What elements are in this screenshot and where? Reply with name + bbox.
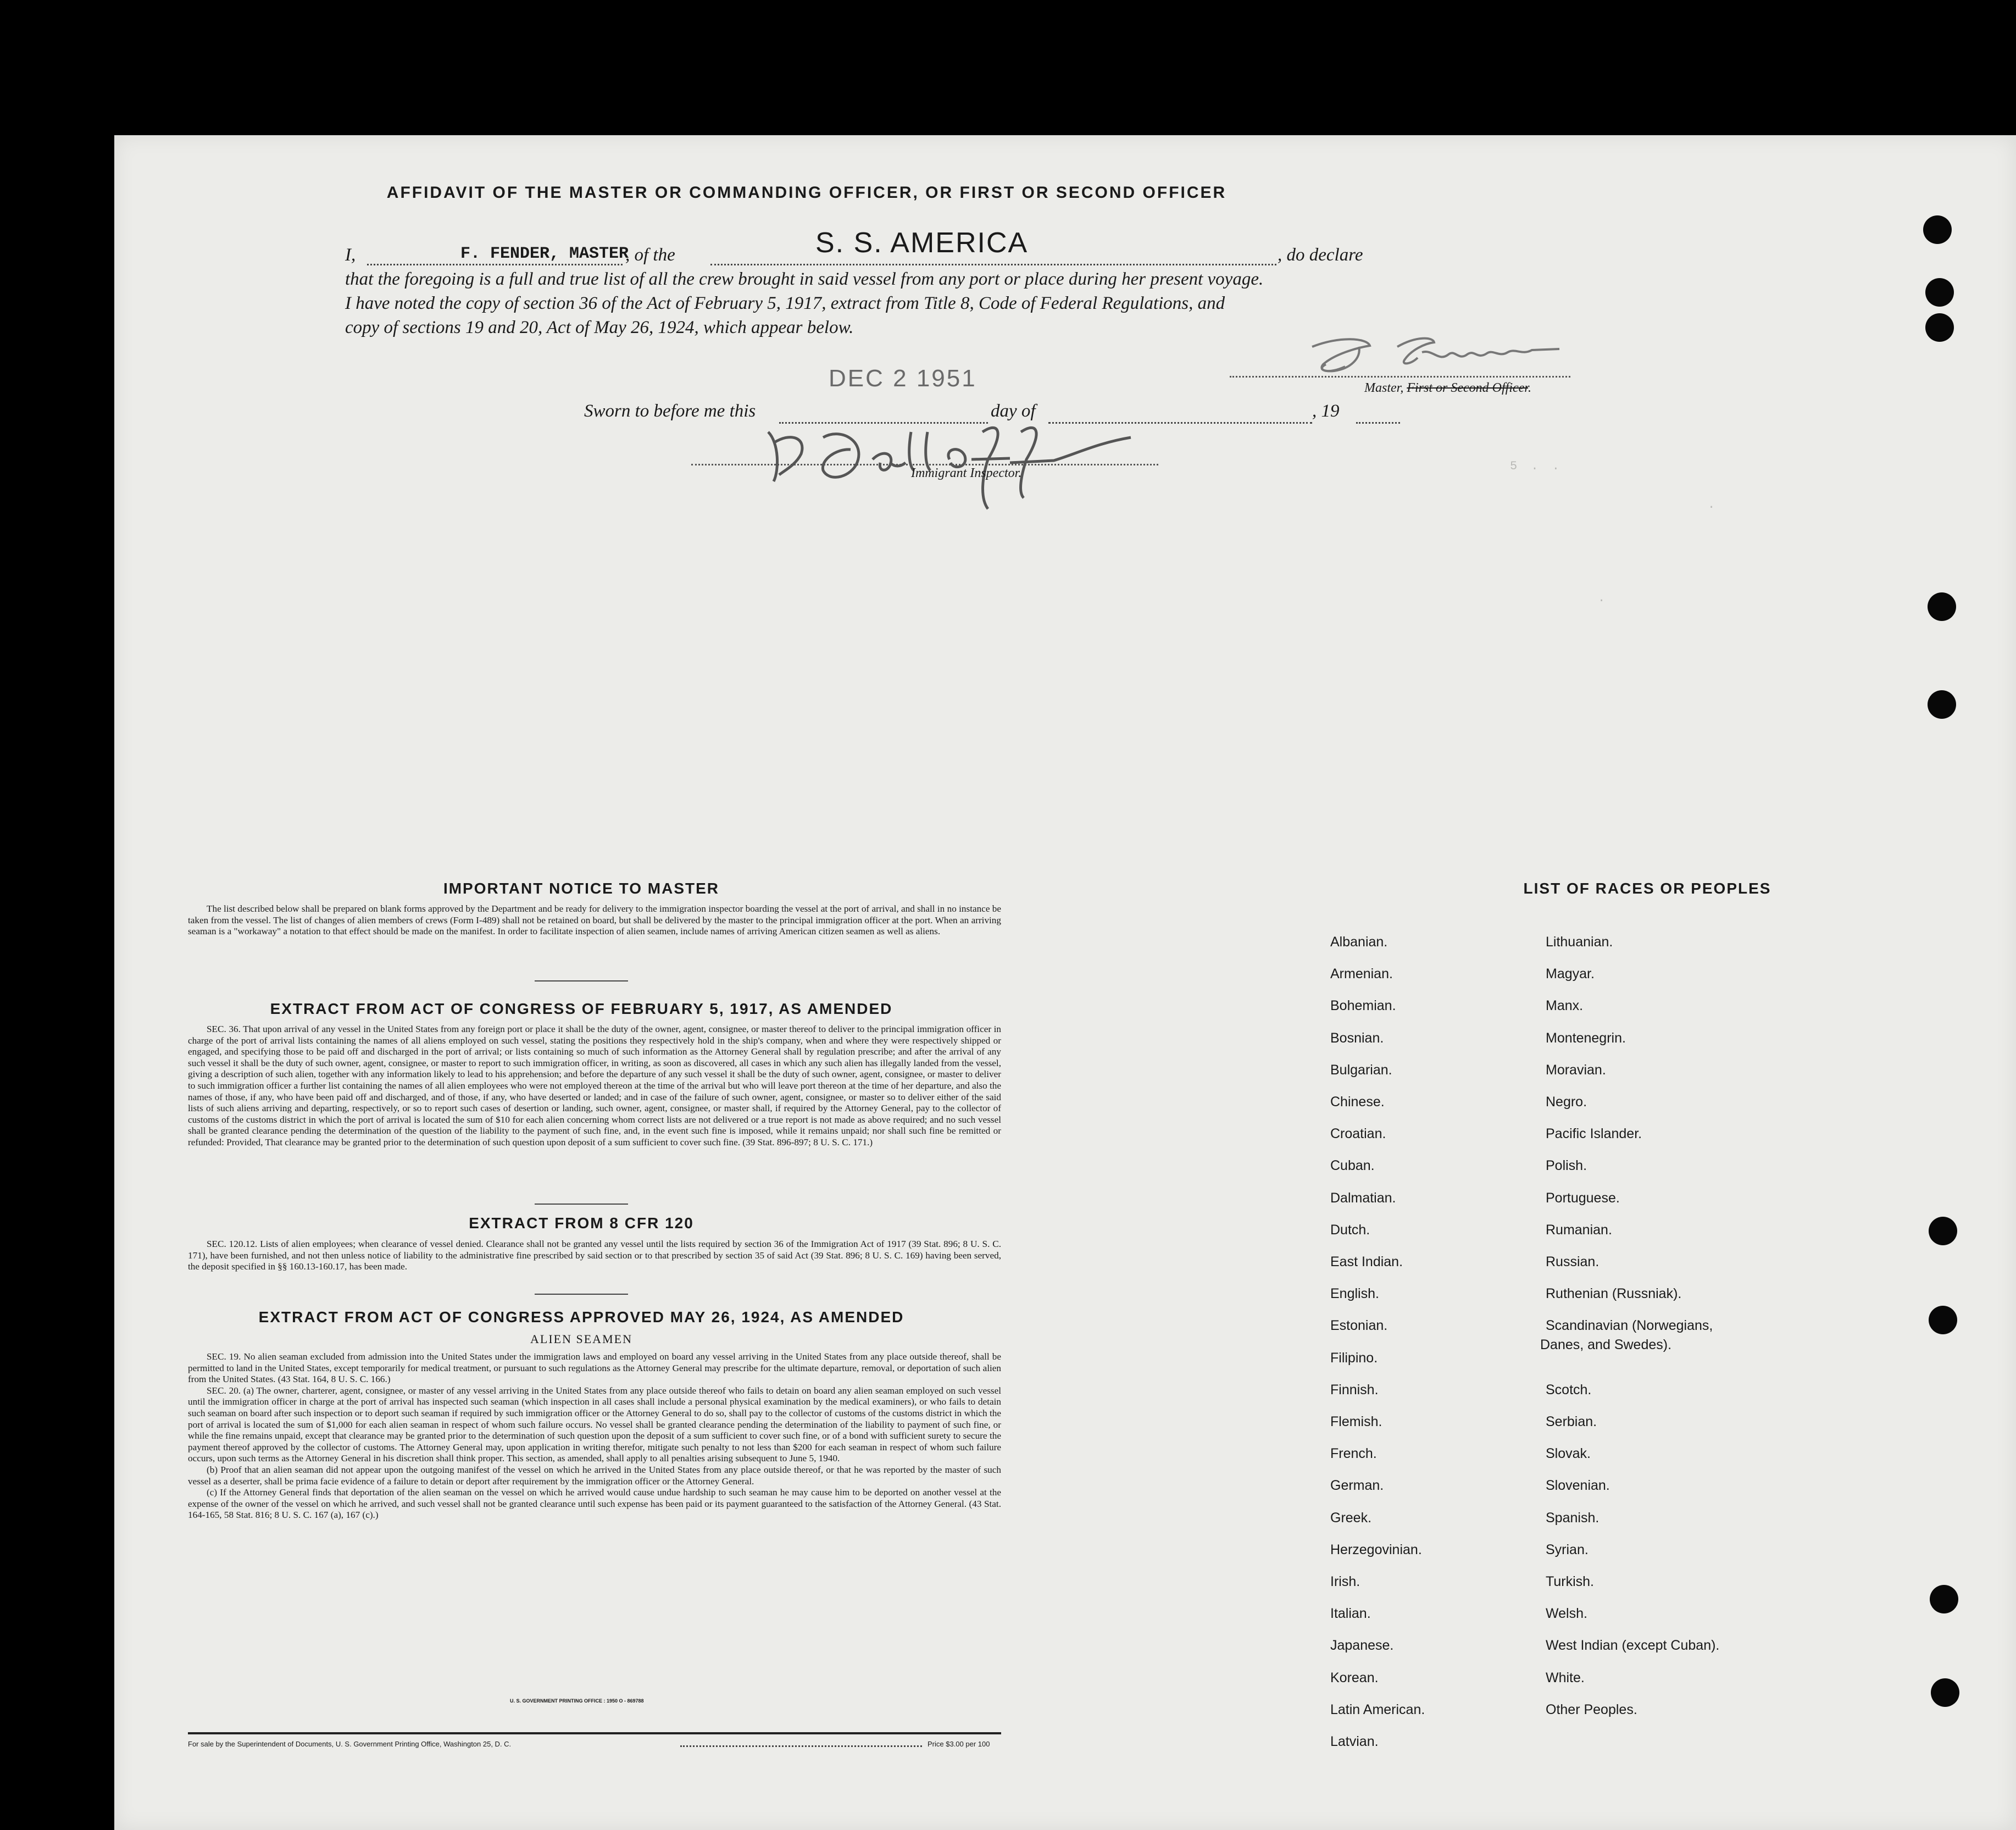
extract-1917-text bbox=[188, 1024, 1001, 1149]
bleed-through-text: . bbox=[1708, 498, 1719, 512]
race-item: Herzegovinian. bbox=[1330, 1541, 1422, 1557]
section-20c-paragraph: (c) If the Attorney General finds that deportation of the alien seaman on the vessel on which he arrived would cause undue hardship to such seaman he may cause him to be deported on another vessel at the expense of the owner of the vessel on which he arrived, and such vessel shall not be granted clearance until such expense has been paid or its payment guaranteed to the satisfaction of the Attorney General. (43 Stat. 164-165, 58 Stat. 816; 8 U. S. C. 167 (a), 167 (c).) bbox=[188, 1487, 1001, 1521]
race-item: Rumanian. bbox=[1546, 1222, 1612, 1238]
officer-struck-label: First or Second Officer bbox=[1407, 381, 1528, 395]
punch-hole bbox=[1930, 1585, 1958, 1613]
year-underline bbox=[1356, 406, 1400, 424]
section-36-paragraph: SEC. 36. That upon arrival of any vessel in the United States from any foreign port or place it shall be the duty of the owner, agent, consignee, or master thereof to deliver to the principal immigration officer in charge of the port of arrival lists containing the names of all aliens employed on such vessel, stating the positions they respectively hold in the ship's company, when and where they were respectively shipped or engaged, and specifying those to be paid off and discharged in the port of arrival; or lists containing so much of such information as the Attorney General shall by regulation prescribe; and after the arrival of any such vessel it shall be the duty of such owner, agent, consignee, or master to report to such immigration officer, in writing, as soon as discovered, all cases in which any such alien has illegally landed from the vessel, giving a description of such alien, together with any information likely to lead to his apprehension; and before the departure of any such vessel it shall be the duty of such owner, agent, consignee, or master to deliver to such immigration officer a further list containing the names of all alien employees who were not employed thereon at the time of the arrival but who will leave port thereon at the time of her departure, and also the names of those, if any, who have been paid off and discharged, and of those, if any, who have deserted or landed; and in case of the failure of such owner, agent, consignee, or master so to deliver either of the said lists of such aliens arriving and departing, respectively, or so to report such cases of desertion or landing, such owner, agent, consignee, or master shall, if required by the Attorney General, pay to the collector of customs of the customs district in which the port of arrival is located the sum of $10 for each alien concerning whom correct lists are not delivered or a true report is not made as above required; and no such vessel shall be granted clearance pending the determination of the question of the liability to the payment of such fine, and, in the event such fine is imposed, while it remains unpaid; nor shall such fine be remitted or refunded: Provided, That clearance may be granted prior to the determination of such question upon deposit of a sum sufficient to cover such fine. (39 Stat. 896-897; 8 U. S. C. 171.) bbox=[188, 1024, 1001, 1147]
race-item: Greek. bbox=[1330, 1510, 1372, 1526]
punch-hole bbox=[1931, 1678, 1959, 1707]
affidavit-title: AFFIDAVIT OF THE MASTER OR COMMANDING OFFICER, OR FIRST OR SECOND OFFICER bbox=[386, 184, 1227, 202]
date-stamp: DEC 2 1951 bbox=[829, 365, 977, 392]
races-heading: LIST OF RACES OR PEOPLES bbox=[1523, 880, 1771, 897]
punch-hole bbox=[1929, 1217, 1957, 1245]
inspector-signature-line bbox=[691, 464, 1158, 465]
inspector-label: Immigrant Inspector. bbox=[911, 466, 1022, 480]
race-item: Slovak. bbox=[1546, 1446, 1591, 1462]
bleed-through-text: . bbox=[1598, 591, 1609, 605]
separator-rule bbox=[535, 1294, 628, 1295]
extract-1924-heading: EXTRACT FROM ACT OF CONGRESS APPROVED MAY 26, 1924, AS AMENDED bbox=[258, 1308, 904, 1326]
extract-8cfr-heading: EXTRACT FROM 8 CFR 120 bbox=[469, 1215, 694, 1232]
race-item: Filipino. bbox=[1330, 1350, 1378, 1366]
race-item: Scotch. bbox=[1546, 1382, 1592, 1398]
notice-paragraph: The list described below shall be prepared on blank forms approved by the Department and be ready for delivery to the immigration inspector boarding the vessel at the port of arrival, and shall in no instance be taken from the vessel. The list of changes of alien members of crews (Form I-489) shall not be retained on board, but shall be delivered by the master to the principal immigration officer at the port. When an arriving seaman is a "workaway" a notation to that effect should be made on the manifest. In order to facilitate inspection of alien seamen, include names of arriving American citizen seamen as well as aliens. bbox=[188, 903, 1001, 937]
race-item: Pacific Islander. bbox=[1546, 1126, 1642, 1142]
race-item: Montenegrin. bbox=[1546, 1030, 1626, 1046]
punch-hole bbox=[1925, 313, 1954, 342]
punch-hole bbox=[1923, 215, 1952, 244]
race-item: Portuguese. bbox=[1546, 1190, 1620, 1206]
master-label: Master, bbox=[1364, 381, 1407, 395]
declaration-line-2: that the foregoing is a full and true list of all the crew brought in said vessel from any port or place during her present voyage. bbox=[345, 269, 1264, 289]
section-20b-paragraph: (b) Proof that an alien seaman did not appear upon the outgoing manifest of the vessel on which he arrived in the United States from any place outside thereof, or that he was reported by the master of such vessel as a deserter, shall be prima facie evidence of a failure to detain or deport after requirement by the immigration officer or the Attorney General. bbox=[188, 1464, 1001, 1487]
race-item: Slovenian. bbox=[1546, 1478, 1610, 1494]
race-item: Scandinavian (Norwegians, bbox=[1546, 1318, 1713, 1334]
extract-1924-text bbox=[188, 1351, 1001, 1521]
race-item: Flemish. bbox=[1330, 1414, 1382, 1429]
race-item: Estonian. bbox=[1330, 1318, 1388, 1334]
footer-leader-dots bbox=[680, 1745, 922, 1747]
do-declare-label: , do declare bbox=[1278, 245, 1363, 265]
notice-heading: IMPORTANT NOTICE TO MASTER bbox=[443, 880, 720, 897]
race-item: English. bbox=[1330, 1286, 1379, 1302]
i-label: I, bbox=[345, 245, 356, 265]
race-item: French. bbox=[1330, 1446, 1377, 1462]
race-item: Serbian. bbox=[1546, 1414, 1597, 1429]
race-item: Dalmatian. bbox=[1330, 1190, 1396, 1206]
race-item: Bulgarian. bbox=[1330, 1062, 1392, 1078]
form-sheet bbox=[114, 135, 2016, 1830]
master-name: F. FENDER, MASTER bbox=[460, 245, 629, 263]
race-item: Magyar. bbox=[1546, 966, 1595, 982]
of-the-label: , of the bbox=[625, 245, 675, 265]
race-item: Spanish. bbox=[1546, 1510, 1600, 1526]
race-item: Chinese. bbox=[1330, 1094, 1385, 1110]
year-label: , 19 bbox=[1312, 401, 1340, 421]
race-item: Latvian. bbox=[1330, 1734, 1379, 1749]
race-item: Moravian. bbox=[1546, 1062, 1606, 1078]
race-item: Syrian. bbox=[1546, 1541, 1589, 1557]
race-item: Albanian. bbox=[1330, 934, 1388, 950]
master-signature-line bbox=[1230, 376, 1570, 378]
footer-price: Price $3.00 per 100 bbox=[928, 1740, 990, 1748]
punch-hole bbox=[1928, 592, 1956, 621]
master-officer-label bbox=[1364, 381, 1531, 396]
race-item: Cuban. bbox=[1330, 1158, 1375, 1174]
extract-8cfr-text bbox=[188, 1239, 1001, 1273]
race-item: Welsh. bbox=[1546, 1606, 1587, 1622]
race-item: Ruthenian (Russniak). bbox=[1546, 1286, 1682, 1302]
race-item: Russian. bbox=[1546, 1254, 1600, 1269]
punch-hole bbox=[1928, 690, 1956, 719]
section-20a-paragraph: SEC. 20. (a) The owner, charterer, agent, consignee, or master of any vessel arriving in the United States from any place outside thereof who fails to detain on board any alien seaman employed on such vessel until the immigration officer in charge at the port of arrival has inspected such seaman (which inspection in all cases shall include a personal physical examination by the medical examiners), or who fails to detain such seaman on board after such inspection or to deport such seaman if required by such immigration officer or the Attorney General to do so, shall pay to the collector of customs of the customs district in which the port of arrival is located the sum of $1,000 for each alien seaman in respect of whom such failure occurs. No vessel shall be granted clearance pending the determination of the liability to payment of such fine, or while the fine remains unpaid, except that clearance may be granted prior to the determination of such question upon the deposit of a sum sufficient to cover such fine, or of a bond with sufficient surety to secure the payment thereof approved by the collector of customs. The Attorney General may, upon application in writing therefor, mitigate such penalty to not less than $200 for each seaman in respect of whom such failure occurs, upon such terms as the Attorney General in his discretion shall think proper. This section, as amended, shall apply to all penalties arising subsequent to June 5, 1940. bbox=[188, 1385, 1001, 1464]
race-item: Manx. bbox=[1546, 998, 1584, 1014]
ship-name: S. S. AMERICA bbox=[815, 227, 1029, 259]
notice-text bbox=[188, 903, 1001, 938]
race-item: Japanese. bbox=[1330, 1638, 1394, 1654]
race-item: Polish. bbox=[1546, 1158, 1587, 1174]
race-item: Latin American. bbox=[1330, 1701, 1425, 1717]
race-item: White. bbox=[1546, 1670, 1585, 1685]
race-item: Finnish. bbox=[1330, 1382, 1379, 1398]
section-19-paragraph: SEC. 19. No alien seaman excluded from admission into the United States under the immigration laws and employed on board any vessel arriving in the United States from any place outside thereof, shall be permitted to land in the United States, except temporarily for medical treatment, or pursuant to such regulations as the Attorney General may prescribe for the ultimate departure, removal, or deportation of such alien from the United States. (43 Stat. 164, 8 U. S. C. 166.) bbox=[188, 1351, 1001, 1385]
sworn-label: Sworn to before me this bbox=[584, 401, 756, 421]
separator-rule bbox=[535, 980, 628, 981]
footer-rule bbox=[188, 1732, 1001, 1734]
race-item: East Indian. bbox=[1330, 1254, 1403, 1269]
race-item: Korean. bbox=[1330, 1670, 1379, 1685]
race-item: Armenian. bbox=[1330, 966, 1393, 982]
race-item: Croatian. bbox=[1330, 1126, 1386, 1142]
printing-office-note: U. S. GOVERNMENT PRINTING OFFICE : 1950 O - 869788 bbox=[510, 1698, 644, 1704]
race-item: German. bbox=[1330, 1478, 1384, 1494]
race-item: Dutch. bbox=[1330, 1222, 1370, 1238]
day-of-label: day of bbox=[991, 401, 1036, 421]
race-item: Irish. bbox=[1330, 1574, 1360, 1589]
footer-sale-note: For sale by the Superintendent of Documents, U. S. Government Printing Office, Washington 25, D. C. bbox=[188, 1740, 512, 1748]
label-period: . bbox=[1528, 381, 1531, 395]
punch-hole bbox=[1929, 1306, 1957, 1334]
declaration-line bbox=[345, 227, 1702, 267]
declaration-line-3: I have noted the copy of section 36 of the Act of February 5, 1917, extract from Title 8, Code of Federal Regulations, and bbox=[345, 293, 1225, 313]
race-item: Bosnian. bbox=[1330, 1030, 1384, 1046]
race-item: Bohemian. bbox=[1330, 998, 1396, 1014]
declaration-line-4: copy of sections 19 and 20, Act of May 26, 1924, which appear below. bbox=[345, 318, 854, 337]
separator-rule bbox=[535, 1204, 628, 1205]
race-item: Negro. bbox=[1546, 1094, 1587, 1110]
race-item: Turkish. bbox=[1546, 1574, 1594, 1589]
extract-1917-heading: EXTRACT FROM ACT OF CONGRESS OF FEBRUARY 5, 1917, AS AMENDED bbox=[270, 1000, 893, 1017]
race-item: Lithuanian. bbox=[1546, 934, 1613, 950]
race-item: Italian. bbox=[1330, 1606, 1371, 1622]
affidavit-text bbox=[345, 227, 1702, 340]
alien-seamen-subheading: ALIEN SEAMEN bbox=[530, 1332, 632, 1346]
race-item: Other Peoples. bbox=[1546, 1701, 1637, 1717]
punch-hole bbox=[1925, 278, 1954, 307]
race-scandinavian-continued: Danes, and Swedes). bbox=[1540, 1337, 1672, 1352]
race-item: West Indian (except Cuban). bbox=[1546, 1638, 1720, 1654]
bleed-through-text: 5 . . bbox=[1510, 459, 1563, 473]
section-120-paragraph: SEC. 120.12. Lists of alien employees; when clearance of vessel denied. Clearance shall not be granted any vessel until the lists required by section 36 of the Immigration Act of 1917 (39 Stat. 896; 8 U. S. C. 171), have been furnished, and not then unless notice of liability to the administrative fine prescribed by said section or to that prescribed by section 35 of said Act (39 Stat. 896; 8 U. S. C. 169) having been served, the deposit specified in §§ 160.13-160.17, has been made. bbox=[188, 1239, 1001, 1272]
